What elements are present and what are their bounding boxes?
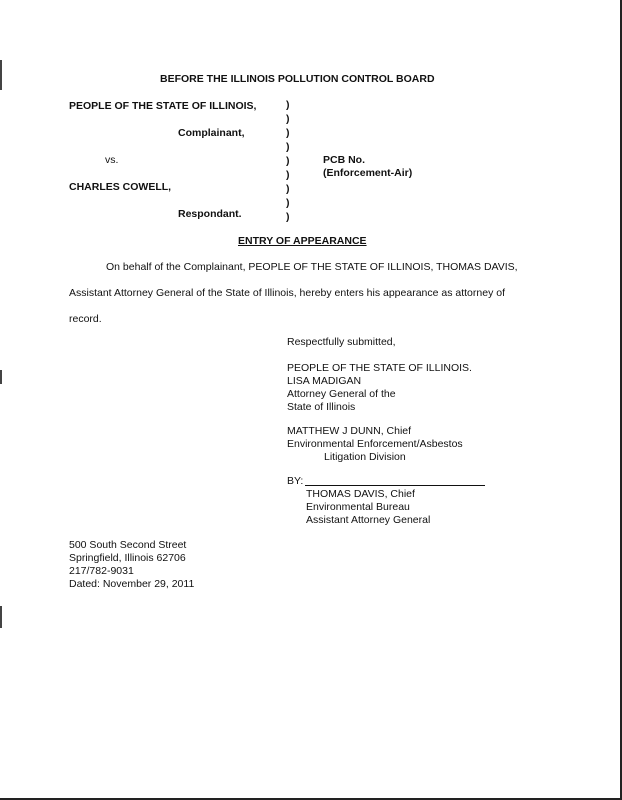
address-city: Springfield, Illinois 62706 bbox=[69, 552, 186, 564]
ag-title-line-1: Attorney General of the bbox=[287, 388, 396, 400]
scan-edge-mark bbox=[0, 60, 2, 90]
versus-label: vs. bbox=[105, 154, 119, 166]
plaintiff-role: Complainant, bbox=[178, 127, 245, 139]
defendant-role: Respondant. bbox=[178, 208, 242, 220]
party-name: PEOPLE OF THE STATE OF ILLINOIS. bbox=[287, 362, 472, 374]
caption-paren: ) bbox=[286, 197, 290, 209]
caption-paren: ) bbox=[286, 183, 290, 195]
case-type: (Enforcement-Air) bbox=[323, 167, 413, 179]
scan-edge-mark bbox=[0, 606, 2, 628]
caption-paren: ) bbox=[286, 155, 290, 167]
ag-name: LISA MADIGAN bbox=[287, 375, 362, 387]
address-street: 500 South Second Street bbox=[69, 539, 187, 551]
closing-text: Respectfully submitted, bbox=[287, 336, 396, 348]
caption-paren: ) bbox=[286, 127, 290, 139]
caption-paren: ) bbox=[286, 141, 290, 153]
body-line-3: record. bbox=[69, 313, 102, 325]
dated-line: Dated: November 29, 2011 bbox=[69, 578, 195, 590]
signature-line bbox=[305, 485, 485, 486]
document-title: BEFORE THE ILLINOIS POLLUTION CONTROL BOARD bbox=[160, 73, 435, 85]
caption-parentheses bbox=[286, 98, 290, 224]
signer-bureau: Environmental Bureau bbox=[306, 501, 410, 513]
caption-paren: ) bbox=[286, 211, 290, 223]
signer-name: THOMAS DAVIS, Chief bbox=[306, 488, 415, 500]
defendant-name: CHARLES COWELL, bbox=[69, 181, 172, 193]
caption-paren: ) bbox=[286, 99, 290, 111]
ag-title-line-2: State of Illinois bbox=[287, 401, 356, 413]
body-line-2: Assistant Attorney General of the State of Illinois, hereby enters his appearance as attorney of bbox=[69, 287, 506, 299]
chief-name: MATTHEW J DUNN, Chief bbox=[287, 425, 412, 437]
by-label: BY: bbox=[287, 475, 304, 487]
plaintiff-name: PEOPLE OF THE STATE OF ILLINOIS, bbox=[69, 100, 257, 112]
signer-title: Assistant Attorney General bbox=[306, 514, 431, 526]
address-phone: 217/782-9031 bbox=[69, 565, 134, 577]
chief-division-line-2: Litigation Division bbox=[324, 451, 406, 463]
chief-division-line-1: Environmental Enforcement/Asbestos bbox=[287, 438, 463, 450]
body-line-1: On behalf of the Complainant, PEOPLE OF THE STATE OF ILLINOIS, THOMAS DAVIS, bbox=[106, 261, 518, 273]
scan-edge-mark bbox=[0, 370, 2, 384]
caption-paren: ) bbox=[286, 169, 290, 181]
caption-paren: ) bbox=[286, 113, 290, 125]
case-number-label: PCB No. bbox=[323, 154, 365, 166]
entry-heading: ENTRY OF APPEARANCE bbox=[238, 235, 367, 247]
